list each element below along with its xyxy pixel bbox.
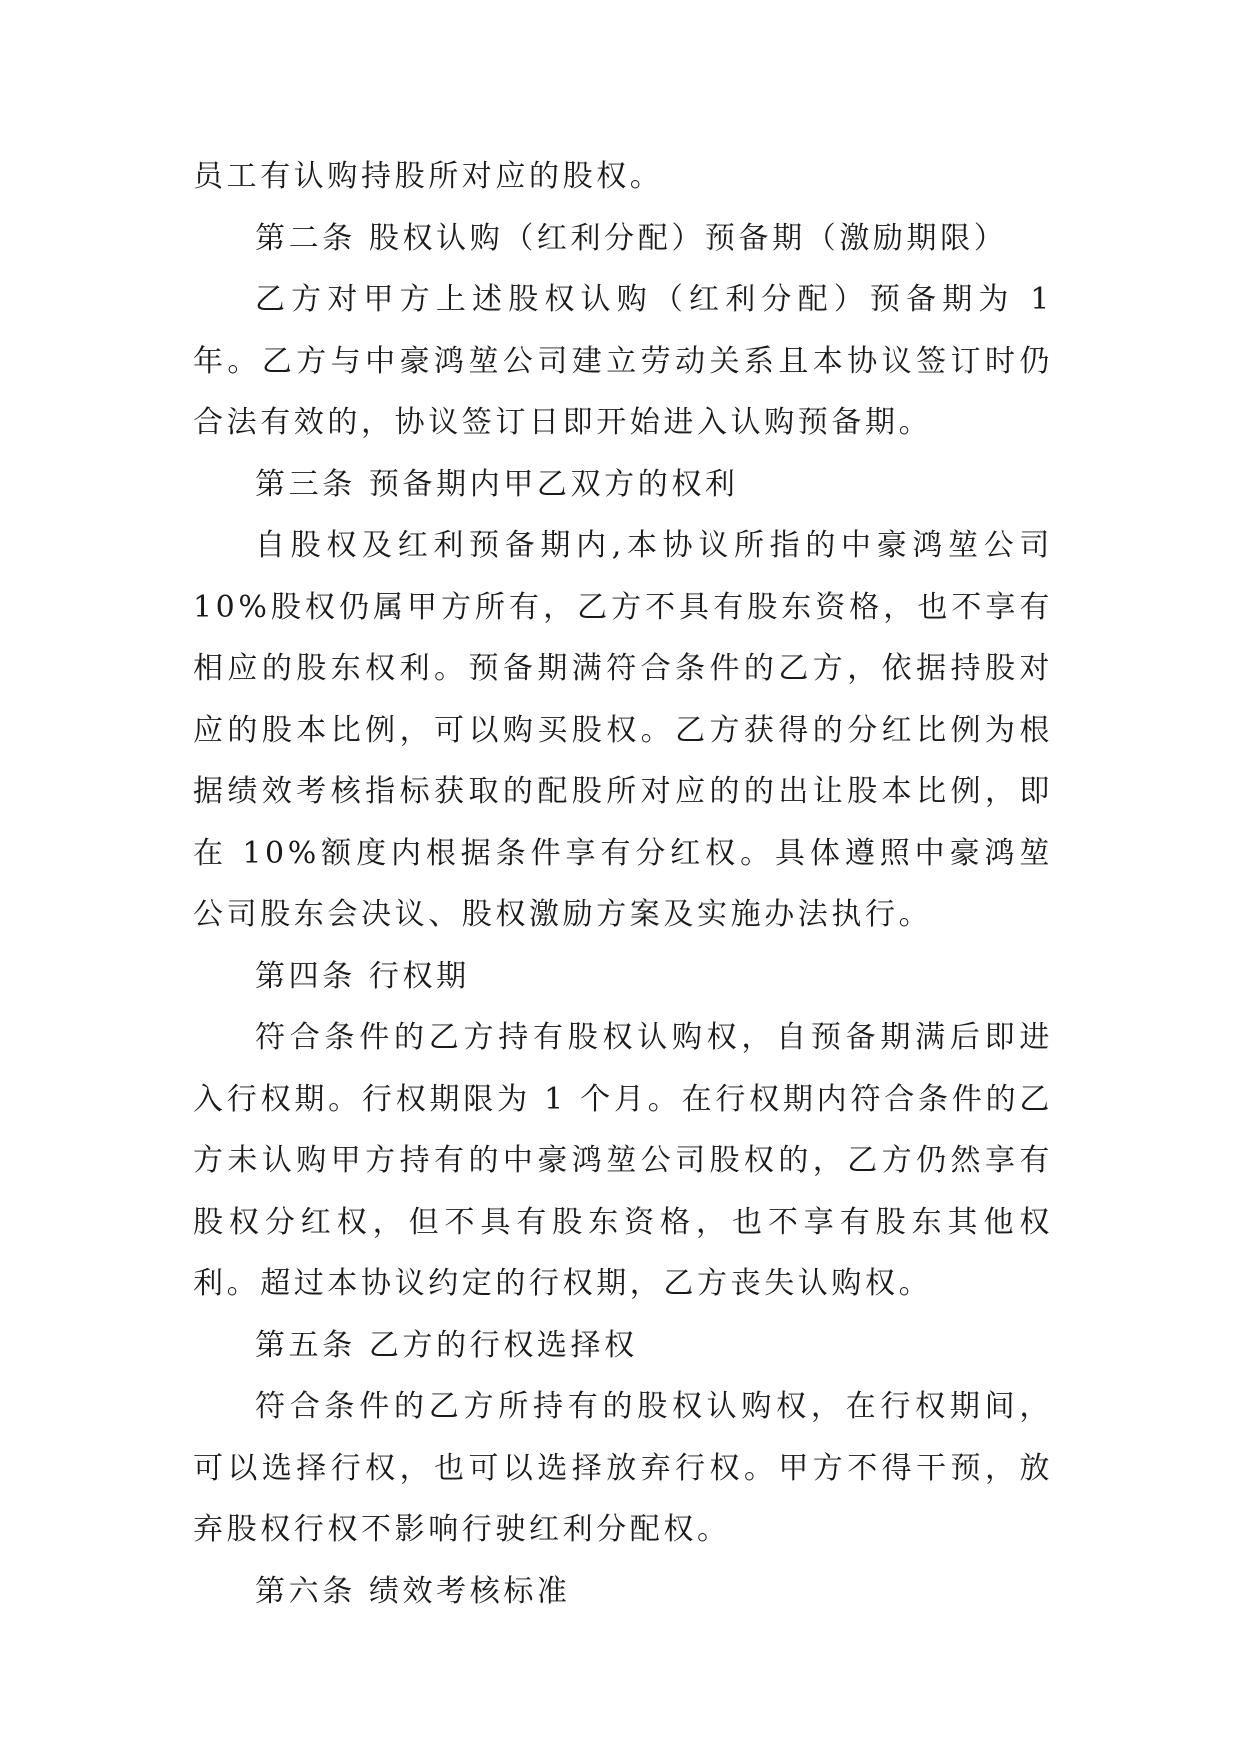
article-5-heading: 第五条 乙方的行权选择权 <box>255 1327 638 1363</box>
paragraph-continuation: 员工有认购持股所对应的股权。 <box>193 159 664 194</box>
article-3-body: 自股权及红利预备期内,本协议所指的中豪鸿堃公司10%股权仍属甲方所有，乙方不具有股东资格，也不享有相应的股东权利。预备期满符合条件的乙方，依据持股对应的股本比例，可以购买股权。乙方获得的分红比例为根据绩效考核指标获取的配股所对应的的出让股本比例，即在 10%额度内根据条件享有分红权。具体遵照中豪鸿堃公司股东会决议、股权激励方案及实施办法执行。 <box>193 528 1053 932</box>
article-3-heading: 第三条 预备期内甲乙双方的权利 <box>255 466 739 502</box>
article-4-body: 符合条件的乙方持有股权认购权，自预备期满后即进入行权期。行权期限为 1 个月。在行权期内符合条件的乙方未认购甲方持有的中豪鸿堃公司股权的，乙方仍然享有股权分红权，但不具有股东资格，也不享有股东其他权利。超过本协议约定的行权期，乙方丧失认购权。 <box>193 1020 1053 1301</box>
article-5-body: 符合条件的乙方所持有的股权认购权，在行权期间，可以选择行权，也可以选择放弃行权。甲方不得干预，放弃股权行权不影响行驶红利分配权。 <box>193 1389 1053 1547</box>
article-2-heading: 第二条 股权认购（红利分配）预备期（激励期限） <box>255 220 1008 256</box>
document-body <box>193 146 1053 1622</box>
article-6-heading: 第六条 绩效考核标准 <box>255 1573 571 1609</box>
article-4-heading: 第四条 行权期 <box>255 958 470 994</box>
article-2-body: 乙方对甲方上述股权认购（红利分配）预备期为 1 年。乙方与中豪鸿堃公司建立劳动关系且本协议签订时仍合法有效的，协议签订日即开始进入认购预备期。 <box>193 282 1053 440</box>
